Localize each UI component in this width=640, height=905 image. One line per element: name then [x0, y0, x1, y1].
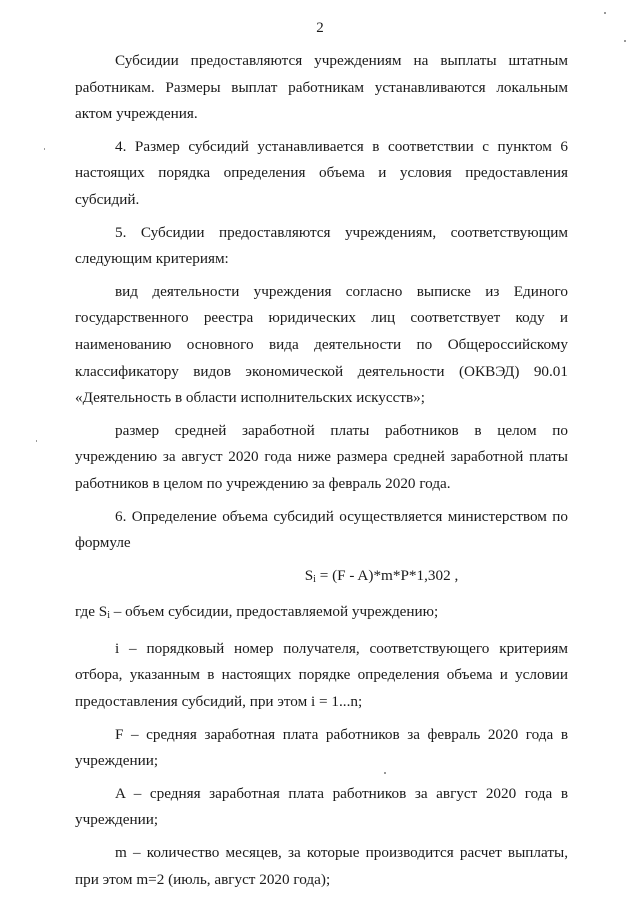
paragraph-subsidies-staff: Субсидии предоставляются учреждениям на выплаты штатным работникам. Размеры выплат работникам устанавливаются локальным актом учреждения.	[75, 52, 568, 123]
definition-i: i – порядковый номер получателя, соответствующего критериям отбора, указанным в настоящих порядке определения объема и условии предоставления субсидий, при этом i = 1...n;	[75, 639, 568, 711]
scan-speck	[44, 148, 45, 150]
formula-symbol: S	[304, 566, 314, 584]
definition-f: F – средняя заработная плата работников за февраль 2020 года в учреждении;	[75, 725, 568, 770]
scan-speck	[624, 40, 626, 42]
paragraph-criterion-salary: размер средней заработной платы работников в целом по учреждению за август 2020 года ниже размера средней заработной платы работников в целом по учреждению за февраль 2020 года.	[75, 421, 568, 492]
where-text: – объем субсидии, предоставляемой учреждению;	[109, 603, 439, 621]
page-number: 2	[316, 20, 324, 36]
formula-subscript: i	[313, 573, 316, 585]
formula	[195, 563, 568, 594]
paragraph-item-5: 5. Субсидии предоставляются учреждениям, соответствующим следующим критериям:	[75, 223, 568, 268]
definition-m: m – количество месяцев, за которые производится расчет выплаты, при этом m=2 (июль, август 2020 года);	[75, 844, 568, 888]
document-body	[75, 48, 568, 899]
paragraph-item-4: 4. Размер субсидий устанавливается в соответствии с пунктом 6 настоящих порядка определения объема и условия предоставления субсидий.	[75, 137, 568, 208]
definition-a: A – средняя заработная плата работников за август 2020 года в учреждении;	[75, 784, 568, 829]
paragraph-criterion-okved: вид деятельности учреждения согласно выписке из Единого государственного реестра юридических лиц соответствует коду и наименованию основного вида деятельности по Общероссийскому классификатору видов экономической деятельности (ОКВЭД) 90.01 «Деятельность в области исполнительских искусств»;	[75, 282, 568, 407]
definition-where	[75, 599, 568, 630]
scan-speck	[36, 440, 37, 442]
scan-speck	[384, 772, 386, 774]
scan-speck	[604, 12, 606, 14]
where-prefix: где S	[75, 603, 108, 621]
formula-expression: = (F - A)*m*P*1,302 ,	[315, 566, 459, 584]
where-subscript: i	[107, 610, 110, 622]
paragraph-item-6: 6. Определение объема субсидий осуществляется министерством по формуле	[75, 507, 568, 552]
